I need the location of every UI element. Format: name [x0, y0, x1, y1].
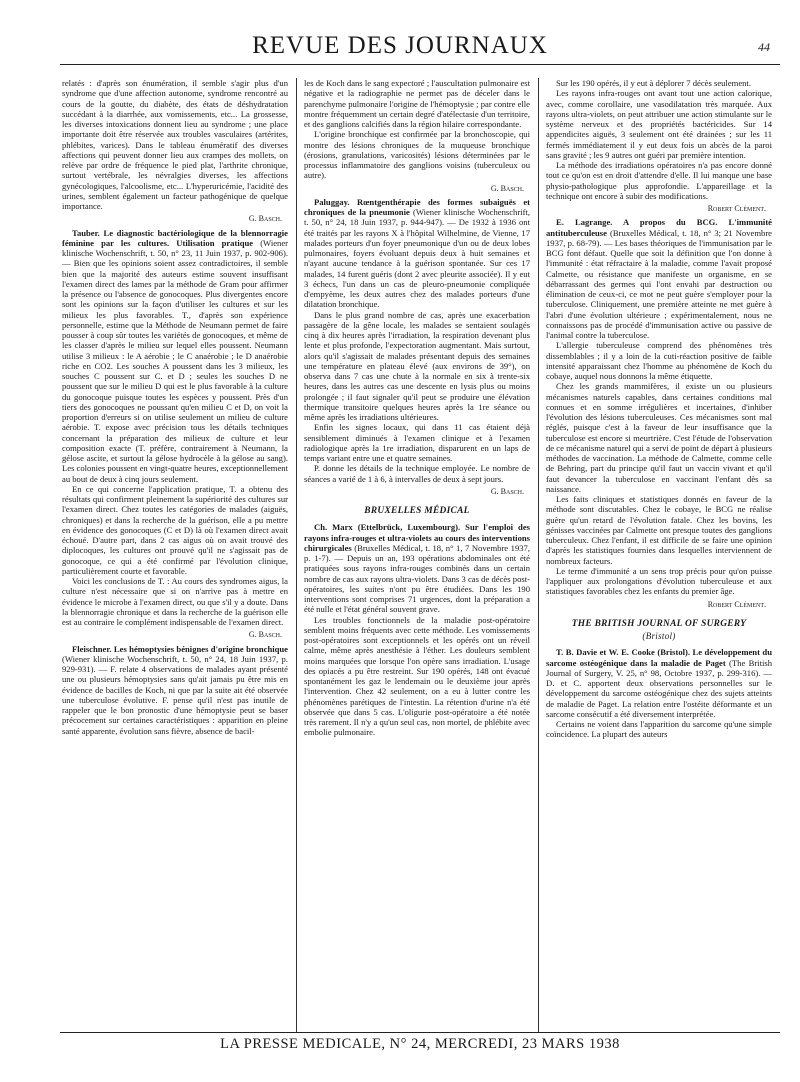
article-signature: G. Basch. [490, 486, 524, 496]
article-text: Enfin les signes locaux, qui dans 11 cas étaient déjà sensiblement diminués à l'examen clinique et à l'examen radiologique après la 1re irradiation, disparurent en un laps de temps variant entre une et quatre semaines. [304, 422, 530, 463]
journal-name: BRUXELLES MÉDICAL [364, 506, 470, 516]
column-divider [296, 78, 297, 1033]
article-paragraph [546, 160, 772, 201]
article-paragraph [62, 78, 288, 211]
article-heading: T. B. Davie et W. E. Cooke (Bristol). Le développement du sarcome ostéogénique dans la maladie de Paget [546, 647, 772, 668]
article-text: Certains ne voient dans l'apparition du sarcome qu'une simple coïncidence. La plupart des auteurs [546, 719, 772, 740]
page-header [60, 28, 770, 68]
article-heading: Paluggay. Rœntgenthérapie des formes subaiguës et chroniques de la pneumonie [304, 196, 530, 217]
article-text: (Wiener klinische Wochenschrift, t. 50, n° 23, 11 Juin 1937, p. 902-906). — Bien que les opinions soient assez contradictoires, il semble bien que la majorité des auteurs estime souvent insuffisant l'examen direct des lames par la méthode de Gram pour affirmer la présence ou l'absence de gonocoques. Plus divergentes encore sont les opinions sur la façon d'utiliser les cultures et sur les milieux les plus favorables. T., d'après son expérience personnelle, estime que la Méthode de Neumann permet de faire pousser à coup sûr toutes les variétés de gonocoques, et même de les classer d'après le milieu sur lequel elles poussent. Neumann utilise 3 milieux : le A aérobie ; le C anaérobie ; le D anaérobie riche en CO2. Les souches A poussent dans les 3 milieux, les souches C poussent sur C. et D ; seules les souches D ne poussent que sur le milieu D qui est le plus favorable à la culture du gonocoque puisque toutes les espèces y poussent. Près d'un tiers des gonocoques ne poussant qu'en milieu C et D, on voit la proportion d'erreurs si on utilise seulement un milieu de culture aérobie. T. expose avec précision tous les détails techniques concernant la préparation des milieux de culture et leur composition exacte (T. préfère, contrairement à Neumann, la gélose ascite, et surtout la gélose hydrocèle à la gélose au sang). Les colonies poussent en vingt-quatre heures, exceptionnellement au bout de deux à cinq jours seulement. [62, 237, 288, 484]
article-text: (The British Journal of Surgery, V. 25, n° 98, Octobre 1937, p. 299-316). — D. et C. apportent deux observations personnelles sur le développement du sarcome ostéogénique chez des sujets atteints de maladie de Paget. La relation entre l'ostéite déformante et un sarcome consécutif a été diversement interprétée. [546, 657, 772, 719]
article-paragraph [62, 484, 288, 576]
article-signature: Robert Clément. [707, 204, 766, 213]
article-text: En ce qui concerne l'application pratique, T. a obtenu des résultats qui confirment pleinement la supériorité des cultures sur l'examen direct. Chez toutes les catégories de malades (aiguës, chroniques) et dans la recherche de la guérison, elle a pu mettre en évidence des gonocoques (C et D) là où l'examen direct avait échoué. D'autre part, dans 2 cas aigus où on avait trouvé des diplocoques, les cultures ont prouvé qu'il ne s'agissait pas de gonocoque, ce qui a été confirmé par l'évolution clinique, particulièrement courte et favorable. [62, 483, 288, 576]
article-text: La méthode des irradiations opératoires n'a pas encore donné tout ce qu'on est en droit d'attendre d'elle. Il lui manque une base physio-pathologique plus approfondie. L'appareillage et la technique ont encore à subir des modifications. [546, 160, 772, 201]
journal-section-heading [304, 506, 530, 516]
article-paragraph [304, 463, 530, 484]
article-signature: G. Basch. [248, 214, 282, 224]
article-text: Sur les 190 opérés, il y eut à déplorer 7 décès seulement. [556, 78, 751, 88]
article-paragraph [304, 422, 530, 463]
article-paragraph [62, 228, 288, 484]
article-paragraph [304, 615, 530, 738]
column-divider [538, 78, 539, 1033]
article-text: Les rayons infra-rouges ont avant tout une action calorique, avec, comme corollaire, une vasodilatation très marquée. Aux rayons ultra-violets, on peut attribuer une action stimulante sur le système nerveux et des propriétés bactéricides. Sur 14 appendicites aiguës, 3 seulement ont été drainées ; sur les 11 fermés immédiatement il y eut deux fois un abcès de la paroi sans gravité ; les 9 autres ont guéri par première intention. [546, 88, 772, 160]
article-text: P. donne les détails de la technique employée. Le nombre de séances a varié de 1 à 6, à intervalles de deux à sept jours. [304, 463, 530, 484]
article-signature: Robert Clément. [707, 599, 766, 609]
article-text: L'allergie tuberculeuse comprend des phénomènes très dissemblables ; il y a loin de la cuti-réaction positive de faible intensité apparaissant chez l'homme au phénomène de Koch du cobaye, auquel nous donnons la même étiquette. [546, 340, 772, 381]
article-text: Chez les grands mammifères, il existe un ou plusieurs mécanismes naturels capables, dans certaines conditions mal connues et en somme irrégulières et incertaines, d'inhiber l'évolution des lésions tuberculeuses. Ces mécanismes sont mal réglés, puisque c'est à la faveur de leur insuffisance que la tuberculose est encore si meurtrière. C'est l'étude de l'observation de ce mécanisme naturel qui a servi de point de départ à plusieurs méthodes de vaccination. La méthode de Calmette, comme celle de Behring, part du principe qu'il faut un vaccin vivant et qu'il faut devancer la tuberculose en vaccinant l'enfant dès sa naissance. [546, 381, 772, 494]
article-paragraph [546, 340, 772, 381]
article-signature: G. Basch. [248, 630, 282, 640]
article-paragraph [546, 566, 772, 597]
column-3 [546, 78, 772, 1033]
article-heading: Tauber. Le diagnostic bactériologique de la blennorragie féminine par les cultures. Utilisation pratique [62, 227, 288, 248]
article-text: Voici les conclusions de T. : Au cours des syndromes aigus, la culture n'est nécessaire que si on n'arrive pas à mettre en évidence le microbe à l'examen direct, ou que s'il y a doute. Dans la blennorragie chronique et dans la recherche de la guérison elle est au contraire le complément indispensable de l'examen direct. [62, 576, 288, 627]
article-paragraph [546, 719, 772, 740]
journal-name: THE BRITISH JOURNAL OF SURGERY [571, 618, 747, 629]
article-text: (Bruxelles Médical, t. 18, n° 1, 7 Novembre 1937, p. 1-7). — Depuis un an, 193 opérations abdominales ont été pratiquées sous rayons infra-rouges combinés dans un certain nombre de cas aux rayons ultra-violets. Dans 3 cas de décès post-opératoires, les suites n'ont pu être étudiées. Dans les 190 interventions sont comprises 71 urgences, dont la préparation a été nulle et l'état général souvent grave. [304, 542, 530, 615]
article-text: Le terme d'immunité a un sens trop précis pour qu'on puisse l'appliquer aux prolongations d'évolution tuberculeuse et aux statistiques favorables chez les enfants du premier âge. [546, 565, 772, 597]
journal-city: (Bristol) [642, 631, 676, 641]
column-1 [62, 78, 288, 1033]
article-text: (Bruxelles Médical, t. 18, n° 3; 21 Novembre 1937, p. 68-79). — Les bases théoriques de l'immunisation par le BCG font défaut. Quelle que soit la définition que l'on donne à l'immunité : état réfractaire à la maladie, comme l'avait proposé Calmette, ou résistance que manifeste un organisme, en se débarrassant des germes qui l'ont envahi par destruction ou élimination de ceux-ci, ce mot ne peut guère s'employer pour la tuberculose. Cliniquement, une première atteinte ne met guère à l'abri d'une évolution ultérieure ; expérimentalement, nous ne connaissons pas de procédé d'immunisation active ou passive de l'animal contre la tuberculose. [546, 227, 772, 340]
article-paragraph [304, 197, 530, 310]
article-text: (Wiener klinische Wochenschrift, t. 50, n° 24, 18 Juin 1937, p. 944-947). — De 1932 à 1936 ont été traités par les rayons X à l'hôpital Wilhelmine, de Vienne, 17 malades porteurs d'un foyer pneumonique d'un ou de deux lobes pulmonaires, foyers évoluant depuis deux à huit semaines et n'ayant aucune tendance à la guérison spontanée. Sur ces 17 malades, 14 furent guéris (dont 2 avec pleurite associée). Il y eut 3 échecs, l'un dans un cas de pleuro-pneumonie compliquée d'empyème, les deux autres chez des malades porteurs d'une dilatation bronchique. [304, 207, 530, 310]
article-text: L'origine bronchique est confirmée par la bronchoscopie, qui montre des lésions chroniques de la muqueuse bronchique (érosions, granulations, varicosités) lésions déterminées par le processus inflammatoire des ganglions voisins (tuberculeux ou autre). [304, 129, 530, 181]
article-text: Les faits cliniques et statistiques donnés en faveur de la méthode sont discutables. Chez le cobaye, le BCG ne réalise guère qu'un retard de l'évolution fatale. Chez les bovins, les génisses vaccinées par Calmette ont presque toutes des ganglions tuberculeux. Chez l'enfant, il est difficile de se faire une opinion d'après les statistiques fournies dans lesquelles interviennent de nombreux facteurs. [546, 494, 772, 566]
article-paragraph [304, 310, 530, 423]
article-text: relatés : d'après son énumération, il semble s'agir plus d'un syndrome que d'une affection autonome, syndrome rencontré au cours de la goutte, du diabète, des états de déshydratation succédant à la diarrhée, aux vomissements, etc... La grossesse, les diverses intoxications donnent lieu au syndrome ; une place importante doit être réservée aux troubles vasculaires (artérites, phlébites, varices). Dans le tableau énumératif des diverses affections qui peuvent donner lieu aux crampes des mollets, on relève par ordre de fréquence le pied plat, l'arthrite chronique, surtout vertébrale, les névralgies diverses, les affections gynécologiques, l'alcoolisme, etc... L'hyperuricémie, l'acidité des urines, semblent également un facteur pathogénique de quelque importance. [62, 78, 288, 211]
article-text: (Wiener klinische Wochenschrift, t. 50, n° 24, 18 Juin 1937, p. 929-931). — F. relate 4 observations de malades ayant présenté une ou plusieurs hémoptysies sans qu'ait jamais pu être mis en évidence de bacilles de Koch, ni que par la suite ait été observée une tuberculose évolutive. F. pense qu'il n'est pas inutile de rappeler que le bon pronostic d'une hémoptysie peut se baser précocement sur certaines caractéristiques : apparition en pleine santé apparente, évolution sans fièvre, absence de bacil- [62, 653, 288, 736]
article-heading: Fleischner. Les hémoptysies bénignes d'origine bronchique [72, 643, 288, 654]
page-footer: LA PRESSE MEDICALE, N° 24, MERCREDI, 23 MARS 1938 [220, 1036, 620, 1052]
column-2 [304, 78, 530, 1033]
article-heading: E. Lagrange. A propos du BCG. L'immunité antituberculeuse [546, 217, 772, 238]
article-text: Les troubles fonctionnels de la maladie post-opératoire semblent moins fréquents avec cette méthode. Les vomissements post-opératoires sont exceptionnels et les opérés ont un réveil calme, même après anesthésie à l'éther. Les douleurs semblent moins marquées que lorsque l'on opère sans irradiation. L'usage des opiacés a pu être restreint. Sur 190 opérés, 148 ont évacué spontanément les gaz le lendemain ou le deuxième jour après l'intervention. Chez 42 seulement, on a eu à lutter contre les phénomènes parétiques de l'intestin. La rétention d'urine n'a été observée que dans 5 cas. L'oligurie post-opératoire a été notée très rarement. Il n'y a qu'un seul cas, non mortel, de phlébite avec embolie pulmonaire. [304, 614, 530, 738]
article-heading: Ch. Marx (Ettelbrück, Luxembourg). Sur l'emploi des rayons infra-rouges et ultra-violets au cours des interventions chirurgicales [304, 522, 530, 553]
journal-section-title: REVUE DES JOURNAUX [252, 32, 548, 59]
article-paragraph [546, 217, 772, 340]
article-paragraph [304, 78, 530, 129]
article-paragraph [62, 576, 288, 627]
page-number: 44 [758, 40, 770, 54]
journal-section-heading [546, 619, 772, 642]
header-rule [60, 64, 780, 65]
article-paragraph [546, 647, 772, 719]
article-paragraph [62, 644, 288, 736]
article-paragraph [546, 494, 772, 566]
article-paragraph [546, 381, 772, 494]
article-signature: G. Basch. [490, 183, 524, 193]
article-text: les de Koch dans le sang expectoré ; l'auscultation pulmonaire est négative et la radiographie ne permet pas de déceler dans le parenchyme pulmonaire l'origine de l'hémoptysie ; par contre elle montre fréquemment un certain degré d'atélectasie d'un territoire, et des ganglions calcifiés dans la région hilaire correspondante. [304, 78, 530, 129]
article-paragraph [304, 522, 530, 614]
article-paragraph [304, 129, 530, 180]
article-columns [62, 78, 772, 1033]
article-paragraph [546, 88, 772, 160]
footer-rule [60, 1032, 780, 1033]
article-text: Dans le plus grand nombre de cas, après une exacerbation passagère de la gêne locale, les malades se sentaient soulagés cinq à dix heures après l'irradiation, la respiration devenant plus lente et plus profonde, l'expectoration augmentant. Mais surtout, alors qu'il s'agissait de malades présentant depuis des semaines une température en plateau élevé (aux environs de 39°), on observa dans 7 cas une chute à la normale en six à trente-six heures, dans les autres cas une descente en lysis plus ou moins prolongée ; il faut signaler qu'il peut se produire une élévation thermique transitoire quelques heures après la 1re séance ou même après les irradiations ultérieures. [304, 309, 530, 422]
article-paragraph [546, 78, 772, 88]
